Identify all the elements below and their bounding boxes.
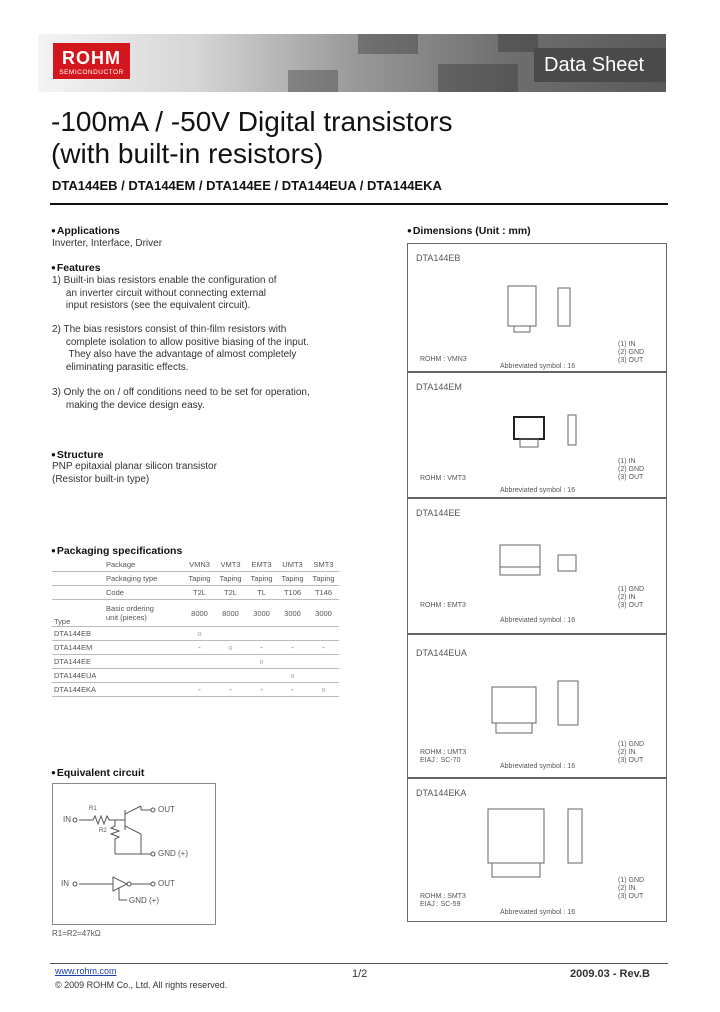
footer-divider [50, 963, 668, 964]
packaging-table [52, 558, 339, 697]
mark-cell: - [246, 641, 277, 655]
logo-sub: SEMICONDUCTOR [59, 69, 124, 76]
r1-label: R1 [89, 806, 97, 812]
applications-heading: ● Applications [51, 225, 120, 237]
type-cell: DTA144EKA [52, 683, 104, 697]
mark-cell: - [308, 641, 339, 655]
mark-cell [308, 627, 339, 641]
structure-text: PNP epitaxial planar silicon transistor (Resistor built-in type) [52, 461, 217, 485]
dimensions-heading: ● Dimensions (Unit : mm) [407, 225, 531, 237]
panel-title: DTA144EM [416, 382, 462, 392]
title-divider [50, 203, 668, 205]
out-label-2: OUT [158, 879, 175, 888]
ptype-cell: Taping [277, 572, 308, 586]
table-row [52, 627, 339, 641]
footer-copyright: © 2009 ROHM Co., Ltd. All rights reserved. [55, 980, 228, 990]
feature-3: 3) Only the on / off conditions need to be set for operation, making the device design easy. [52, 387, 310, 411]
row-basic-label: Basic ordering unit (pieces) [104, 600, 184, 627]
dim-panel-dta144ee [407, 498, 667, 634]
package-cell: VMN3 [184, 558, 215, 572]
code-cell: TL [246, 586, 277, 600]
unit-cell: 3000 [277, 600, 308, 627]
package-drawing [408, 499, 666, 633]
logo-main: ROHM [62, 48, 121, 68]
packaging-heading: ● Packaging specifications [51, 545, 182, 557]
abbr-symbol: Abbreviated symbol : 16 [500, 763, 576, 770]
mark-cell [277, 655, 308, 669]
mark-cell [184, 669, 215, 683]
applications-text: Inverter, Interface, Driver [52, 238, 163, 249]
row-ptype-label: Packaging type [104, 572, 184, 586]
mark-cell: - [277, 641, 308, 655]
structure-heading: ● Structure [51, 449, 104, 461]
page-title [51, 106, 453, 170]
code-cell: T2L [184, 586, 215, 600]
pin-list: (1) GND (2) IN (3) OUT [618, 741, 645, 764]
rohm-code: ROHM : SMT3 EIAJ : SC-59 [420, 893, 466, 908]
title-line1: -100mA / -50V Digital transistors [51, 106, 453, 137]
mark-cell: - [184, 641, 215, 655]
abbr-symbol: Abbreviated symbol : 16 [500, 617, 576, 624]
dim-panel-dta144em [407, 372, 667, 498]
mark-cell: ○ [277, 669, 308, 683]
mark-cell [215, 627, 246, 641]
features-heading: ● Features [51, 262, 101, 274]
abbr-symbol: Abbreviated symbol : 16 [500, 363, 576, 370]
table-row [52, 669, 339, 683]
feature-2: 2) The bias resistors consist of thin-film resistors with complete isolation to allow positive biasing of the input. They also have the advantage of almost completely eliminating parasitic effects. [52, 324, 309, 373]
pin-list: (1) GND (2) IN (3) OUT [618, 877, 645, 900]
feature-1: 1) Built-in bias resistors enable the configuration of an inverter circuit without connecting external input resistors (see the equivalent circuit). [52, 275, 277, 311]
panel-title: DTA144EE [416, 508, 461, 518]
panel-title: DTA144EB [416, 253, 461, 263]
in-label: IN [63, 815, 71, 824]
type-cell: DTA144EM [52, 641, 104, 655]
r2-label: R2 [99, 828, 107, 834]
package-cell: EMT3 [246, 558, 277, 572]
mark-cell [308, 655, 339, 669]
mark-cell [246, 669, 277, 683]
ptype-cell: Taping [246, 572, 277, 586]
rohm-code: ROHM : VMN3 [420, 356, 467, 363]
unit-cell: 8000 [184, 600, 215, 627]
rohm-code: ROHM : EMT3 [420, 602, 466, 609]
code-cell: T106 [277, 586, 308, 600]
equivalent-circuit-box [52, 783, 216, 925]
unit-cell: 3000 [308, 600, 339, 627]
mark-cell: - [246, 683, 277, 697]
col-type-label: Type [52, 600, 104, 627]
gnd-label: GND (+) [158, 849, 188, 858]
panel-title: DTA144EUA [416, 648, 467, 658]
mark-cell: ○ [308, 683, 339, 697]
mark-cell: ○ [246, 655, 277, 669]
equivalent-heading: ● Equivalent circuit [51, 767, 144, 779]
package-cell: SMT3 [308, 558, 339, 572]
unit-cell: 3000 [246, 600, 277, 627]
package-cell: VMT3 [215, 558, 246, 572]
pin-list: (1) IN (2) GND (3) OUT [618, 341, 645, 364]
in-label-2: IN [61, 879, 69, 888]
mark-cell [215, 655, 246, 669]
dim-panel-dta144eua [407, 634, 667, 778]
mark-cell: ○ [184, 627, 215, 641]
type-cell: DTA144EE [52, 655, 104, 669]
part-numbers: DTA144EB / DTA144EM / DTA144EE / DTA144EUA / DTA144EKA [52, 178, 442, 193]
rohm-logo [53, 43, 130, 79]
mark-cell [184, 655, 215, 669]
mark-cell [277, 627, 308, 641]
abbr-symbol: Abbreviated symbol : 16 [500, 487, 576, 494]
rohm-code: ROHM : VMT3 [420, 475, 466, 482]
package-cell: UMT3 [277, 558, 308, 572]
mark-cell: ○ [215, 641, 246, 655]
mark-cell [215, 669, 246, 683]
ptype-cell: Taping [184, 572, 215, 586]
gnd-label-2: GND (+) [129, 896, 159, 905]
code-cell: T146 [308, 586, 339, 600]
ptype-cell: Taping [308, 572, 339, 586]
pin-list: (1) GND (2) IN (3) OUT [618, 586, 645, 609]
type-cell: DTA144EUA [52, 669, 104, 683]
out-label: OUT [158, 805, 175, 814]
dim-panel-dta144eb [407, 243, 667, 372]
pin-list: (1) IN (2) GND (3) OUT [618, 458, 645, 481]
title-line2: (with built-in resistors) [51, 138, 324, 169]
mark-cell: - [184, 683, 215, 697]
mark-cell: - [277, 683, 308, 697]
type-cell: DTA144EB [52, 627, 104, 641]
table-row [52, 641, 339, 655]
mark-cell [308, 669, 339, 683]
code-cell: T2L [215, 586, 246, 600]
row-package-label: Package [104, 558, 184, 572]
table-row [52, 683, 339, 697]
panel-title: DTA144EKA [416, 788, 467, 798]
abbr-symbol: Abbreviated symbol : 16 [500, 909, 576, 916]
unit-cell: 8000 [215, 600, 246, 627]
revision: 2009.03 - Rev.B [570, 968, 650, 980]
page-number: 1/2 [352, 968, 368, 980]
mark-cell: - [215, 683, 246, 697]
doc-type-label: Data Sheet [534, 48, 666, 82]
footer-url-link[interactable]: www.rohm.com [55, 966, 117, 976]
dim-panel-dta144eka [407, 778, 667, 922]
ptype-cell: Taping [215, 572, 246, 586]
resistor-caption: R1=R2=47kΩ [52, 929, 101, 938]
rohm-code: ROHM : UMT3 EIAJ : SC-70 [420, 749, 467, 764]
table-row [52, 655, 339, 669]
mark-cell [246, 627, 277, 641]
row-code-label: Code [104, 586, 184, 600]
